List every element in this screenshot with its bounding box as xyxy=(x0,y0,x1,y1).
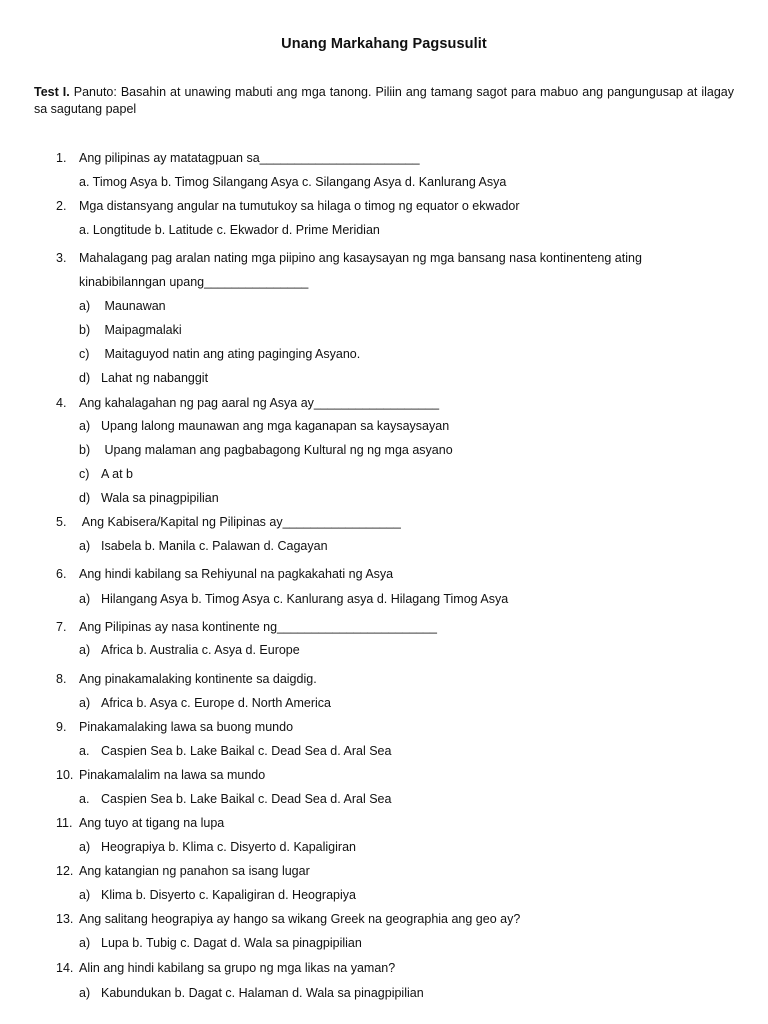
question-number: 9. xyxy=(56,720,67,734)
question-6 xyxy=(56,566,393,582)
option-c xyxy=(79,466,133,482)
option-text: Maunawan xyxy=(101,299,166,313)
question-text: Ang Pilipinas ay nasa kontinente ng_______________________ xyxy=(79,620,437,634)
question-text: Alin ang hindi kabilang sa grupo ng mga likas na yaman? xyxy=(79,961,396,975)
question-number: 12. xyxy=(56,864,74,878)
question-number: 7. xyxy=(56,620,67,634)
question-4 xyxy=(56,395,439,411)
instructions-text: Panuto: Basahin at unawing mabuti ang mga tanong. Piliin ang tamang sagot para mabuo ang pangungusap at ilagay sa sagutang papel xyxy=(34,85,734,116)
question-text: Ang Kabisera/Kapital ng Pilipinas ay_________________ xyxy=(79,515,401,529)
question-number: 13. xyxy=(56,912,74,926)
option-letter: a) xyxy=(79,936,91,950)
option-a xyxy=(79,418,449,434)
question-number: 8. xyxy=(56,672,67,686)
question-text: Ang hindi kabilang sa Rehiyunal na pagkakahati ng Asya xyxy=(79,567,394,581)
question-text: Ang tuyo at tigang na lupa xyxy=(79,816,225,830)
option-text: Lupa b. Tubig c. Dagat d. Wala sa pinagpipilian xyxy=(101,936,362,950)
option-d xyxy=(79,370,208,386)
option-text: Caspien Sea b. Lake Baikal c. Dead Sea d. Aral Sea xyxy=(101,744,392,758)
option-text: Caspien Sea b. Lake Baikal c. Dead Sea d. Aral Sea xyxy=(101,792,392,806)
instructions xyxy=(34,84,734,118)
question-number: 5. xyxy=(56,515,67,529)
option-letter: a. xyxy=(79,792,90,806)
option-text: A at b xyxy=(101,467,133,481)
question-8-options xyxy=(79,695,331,711)
question-10-options xyxy=(79,791,391,807)
question-2-options: a. Longtitude b. Latitude c. Ekwador d. Prime Meridian xyxy=(79,223,380,237)
question-text: Ang salitang heograpiya ay hango sa wikang Greek na geographia ang geo ay? xyxy=(79,912,521,926)
question-number: 14. xyxy=(56,961,74,975)
question-7-options xyxy=(79,642,300,658)
question-3 xyxy=(56,250,642,266)
option-letter: a) xyxy=(79,419,91,433)
question-number: 10. xyxy=(56,768,74,782)
question-number: 6. xyxy=(56,567,67,581)
option-letter: a) xyxy=(79,299,91,313)
option-c xyxy=(79,346,360,362)
question-text: Pinakamalalim na lawa sa mundo xyxy=(79,768,266,782)
question-10 xyxy=(56,767,265,783)
option-b xyxy=(79,322,182,338)
option-letter: a. xyxy=(79,744,90,758)
question-number: 4. xyxy=(56,396,67,410)
test-label: Test I. xyxy=(34,85,70,99)
question-12-options xyxy=(79,887,356,903)
question-11-options xyxy=(79,839,356,855)
question-14 xyxy=(56,960,395,976)
option-letter: c) xyxy=(79,347,90,361)
question-13-options xyxy=(79,935,362,951)
option-text: Africa b. Australia c. Asya d. Europe xyxy=(101,643,300,657)
question-9-options xyxy=(79,743,391,759)
question-13 xyxy=(56,911,520,927)
question-number: 11. xyxy=(56,816,73,830)
option-letter: a) xyxy=(79,840,91,854)
option-text: Hilangang Asya b. Timog Asya c. Kanlurang asya d. Hilagang Timog Asya xyxy=(101,592,509,606)
option-letter: a) xyxy=(79,696,91,710)
question-text: Mga distansyang angular na tumutukoy sa hilaga o timog ng equator o ekwador xyxy=(79,199,520,213)
option-text: Maipagmalaki xyxy=(101,323,182,337)
question-text: Pinakamalaking lawa sa buong mundo xyxy=(79,720,294,734)
option-letter: b) xyxy=(79,443,91,457)
question-text: Mahalagang pag aralan nating mga piipino ang kasaysayan ng mga bansang nasa kontinenteng ating xyxy=(79,251,642,265)
option-letter: a) xyxy=(79,592,91,606)
option-text: Upang lalong maunawan ang mga kaganapan sa kaysaysayan xyxy=(101,419,450,433)
option-text: Maitaguyod natin ang ating paginging Asyano. xyxy=(101,347,361,361)
question-1 xyxy=(56,150,420,166)
option-b xyxy=(79,442,453,458)
option-text: Lahat ng nabanggit xyxy=(101,371,209,385)
question-7 xyxy=(56,619,437,635)
page-title: Unang Markahang Pagsusulit xyxy=(281,36,487,52)
option-letter: a) xyxy=(79,643,91,657)
option-a xyxy=(79,298,166,314)
option-letter: b) xyxy=(79,323,91,337)
question-8 xyxy=(56,671,317,687)
question-3-continued: kinabibilanngan upang_______________ xyxy=(79,275,309,289)
question-5 xyxy=(56,514,401,530)
option-text: Isabela b. Manila c. Palawan d. Cagayan xyxy=(101,539,328,553)
option-text: Kabundukan b. Dagat c. Halaman d. Wala sa pinagpipilian xyxy=(101,986,424,1000)
question-2 xyxy=(56,198,520,214)
option-letter: a) xyxy=(79,539,91,553)
question-6-options xyxy=(79,591,508,607)
question-number: 1. xyxy=(56,151,67,165)
question-number: 2. xyxy=(56,199,67,213)
question-text: Ang pilipinas ay matatagpuan sa_______________________ xyxy=(79,151,420,165)
option-letter: c) xyxy=(79,467,90,481)
option-text: Africa b. Asya c. Europe d. North America xyxy=(101,696,331,710)
option-letter: d) xyxy=(79,491,91,505)
option-text: Heograpiya b. Klima c. Disyerto d. Kapaligiran xyxy=(101,840,356,854)
question-11 xyxy=(56,815,224,831)
option-letter: d) xyxy=(79,371,91,385)
option-letter: a) xyxy=(79,888,91,902)
question-text: Ang katangian ng panahon sa isang lugar xyxy=(79,864,310,878)
question-14-options xyxy=(79,985,424,1001)
question-number: 3. xyxy=(56,251,67,265)
question-1-options: a. Timog Asya b. Timog Silangang Asya c. Silangang Asya d. Kanlurang Asya xyxy=(79,175,507,189)
question-text: Ang kahalagahan ng pag aaral ng Asya ay__________________ xyxy=(79,396,440,410)
option-text: Klima b. Disyerto c. Kapaligiran d. Heograpiya xyxy=(101,888,356,902)
option-d xyxy=(79,490,219,506)
question-12 xyxy=(56,863,310,879)
option-text: Upang malaman ang pagbabagong Kultural ng ng mga asyano xyxy=(101,443,453,457)
question-5-options xyxy=(79,538,328,554)
option-letter: a) xyxy=(79,986,91,1000)
question-text: Ang pinakamalaking kontinente sa daigdig. xyxy=(79,672,317,686)
option-text: Wala sa pinagpipilian xyxy=(101,491,219,505)
question-9 xyxy=(56,719,293,735)
